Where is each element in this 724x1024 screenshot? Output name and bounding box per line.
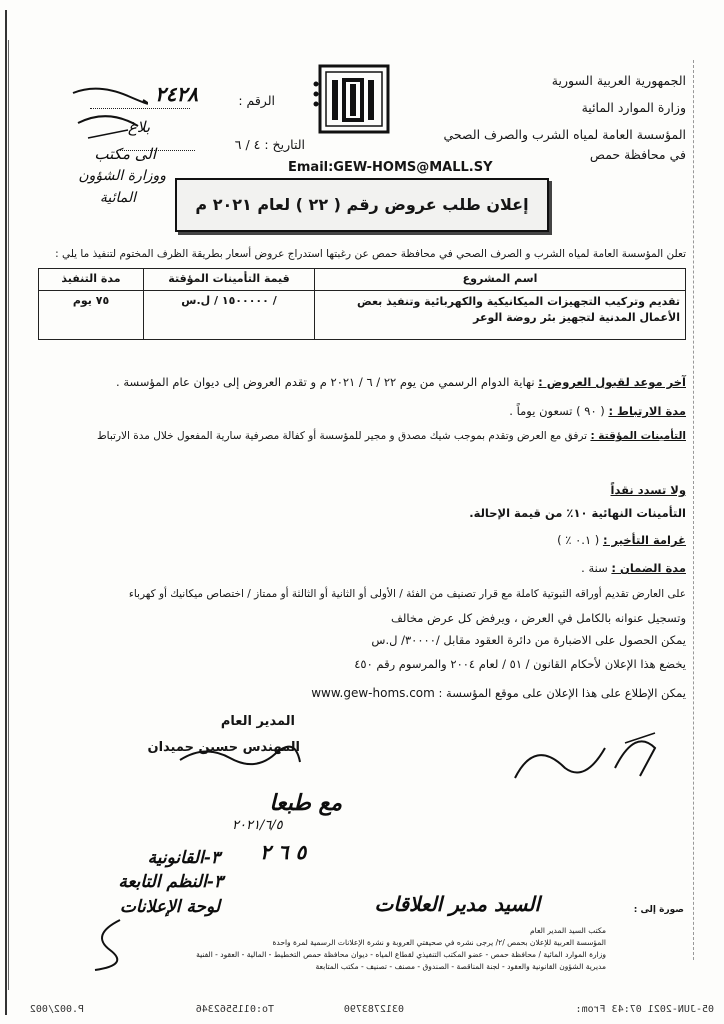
logo-emblem-icon [312,60,394,136]
term-address: وتسجيل عنوانه بالكامل في العرض ، ويرفض كل عرض مخالف [390,611,686,625]
deadline-text: نهاية الدوام الرسمي من يوم ٢٢ / ٦ / ٢٠٢١ م و تقدم العروض إلى ديوان عام المؤسسة . [116,375,535,389]
table-header-project: اسم المشروع [315,269,686,291]
term-website [36,685,686,701]
intro-paragraph: تعلن المؤسسة العامة لمياه الشرب و الصرف الصحي في محافظة حمص عن رغبتها استدراج عروض أسعار بطريقة الظرف المختوم لتنفيذ ما يلي : [55,248,686,260]
fax-footer [0,1000,724,1020]
term-warranty [36,560,686,576]
table-cell-insurance: / ١٥٠٠٠٠٠ / ل.س [144,291,315,340]
governorate-name: في محافظة حمص [589,147,686,162]
handwritten-date: ٢٠٢١/٦/٥ [232,818,283,833]
org-header [426,72,686,163]
term-temp-insurance [36,428,686,444]
handwritten-list-item: ٣-النظم التابعة [118,872,223,892]
table-cell-project: تقديم وتركيب التجهيزات الميكانيكية والكهربائية وتنفيذ بعض الأعمال المدنية لتجهيز بئر روضة الوعر [315,291,686,340]
handwritten-number: ٥ ٦ ٢ [260,840,307,864]
copy-to-item: المؤسسة العربية للإعلان بحمص /٢/ يرجى نشره في صحيفتي العروبة و نشرة الإعلانات الرسمية لمرة واحدة [272,938,606,947]
temp-insurance-label: التأمينات المؤقتة : [590,430,686,442]
fax-footer-to: To:0115562346 [195,1004,274,1015]
table-header-duration: مدة التنفيذ [39,269,144,291]
notice-title-box [175,178,549,232]
temp-insurance-text: ترفق مع العرض وتقدم بموجب شيك مصدق و مجير للمؤسسة أو كفالة مصرفية سارية المفعول خلال مدة الارتباط [96,430,588,442]
term-validity [36,403,686,419]
term-delay-penalty [36,532,686,548]
handwritten-addressee: السيد مدير العلاقات [374,892,540,916]
ministry-name: وزارة الموارد المائية [581,100,686,115]
fax-footer-from: 0312783790 [343,1004,404,1015]
handwritten-note: الى مكتب [94,145,156,163]
signature-title: المدير العام [220,714,295,729]
organization-logo [312,60,394,136]
website-url[interactable]: www.gew-homs.com [311,686,435,700]
delay-label: غرامة التأخير : [602,533,686,547]
signature-scribble-icon [175,742,305,772]
copy-to-item: مكتب السيد المدير العام [530,926,606,935]
handwritten-note: بلاغ [127,118,150,136]
handwritten-note: المائية [99,190,136,206]
projects-table [38,268,686,340]
signature-name: المهندس حسين حميدان [147,740,300,755]
scan-edge-line [5,10,7,1015]
fax-footer-page: P.002/002 [29,1004,84,1015]
copy-to-item: مديرية الشؤون القانونية والعقود - لجنة المناقصة - الصندوق - مصنف - تصنيف - مكتب المتابعة [315,962,606,971]
term-deadline [36,374,686,390]
handwritten-scrawl: مع طبعا [269,790,342,816]
signature-mark-icon [505,718,665,788]
delay-text: ( ٠.١ ٪ ) [557,533,600,547]
term-final-insurance: التأمينات النهائية ١٠٪ من قيمة الإحالة. [469,506,686,520]
term-law: يخضع هذا الإعلان لأحكام القانون / ٥١ / لعام ٢٠٠٤ والمرسوم رقم ٤٥٠ [354,657,686,671]
scan-edge-line [8,40,9,990]
handwritten-list-item: لوحة الإعلانات [119,897,220,917]
warranty-label: مدة الضمان : [611,561,686,575]
handwritten-list-item: ٣-القانونية [147,848,220,868]
ref-label: الرقم : [238,93,275,108]
country-name: الجمهورية العربية السورية [551,73,686,88]
copy-to-label: صورة إلى : [633,905,684,915]
validity-text: ( ٩٠ ) تسعون يوماً . [509,404,605,418]
term-folder: يمكن الحصول على الاضبارة من دائرة العقود مقابل /٣٠٠٠٠/ ل.س [371,633,686,647]
email-address: Email:GEW-HOMS@MALL.SY [288,160,493,175]
warranty-text: سنة . [581,561,608,575]
date-label: التاريخ : ٤ / ٦ [234,137,305,152]
notice-title: إعلان طلب عروض رقم ( ٢٢ ) لعام ٢٠٢١ م [195,195,529,214]
validity-label: مدة الارتباط : [608,404,686,418]
copy-to-list [46,925,606,973]
website-text: يمكن الإطلاع على هذا الإعلان على موقع المؤسسة : [438,686,686,700]
fax-footer-timestamp: 05-JUN-2021 07:43 From: [575,1004,714,1015]
term-documents: على العارض تقديم أوراقه الثبوتية كاملة مع قرار تصنيف من الفئة / الأولى أو الثانية أو الثالثة أو ممتاز / اختصاص ميكانيك أو كهرباء [128,588,686,600]
table-cell-duration: ٧٥ يوم [39,291,144,340]
ref-number-handwritten: ٢٤٢٨ [155,82,198,106]
table-header-insurance: قيمة التأمينات المؤقتة [144,269,315,291]
handwritten-scribble-icon [68,78,148,148]
handwritten-note: ووزارة الشؤون [78,168,166,184]
scan-edge-line [693,60,694,960]
deadline-label: آخر موعد لقبول العروض : [538,375,686,389]
establishment-name: المؤسسة العامة لمياه الشرب والصرف الصحي [443,127,686,142]
term-cash: ولا تسدد نقداً [610,483,686,497]
copy-to-item: وزارة الموارد المائية / محافظة حمص - عضو المكتب التنفيذي لقطاع المياه - ديوان محافظة حمص التخطيط - المالية - العقود - الفنية [196,950,606,959]
